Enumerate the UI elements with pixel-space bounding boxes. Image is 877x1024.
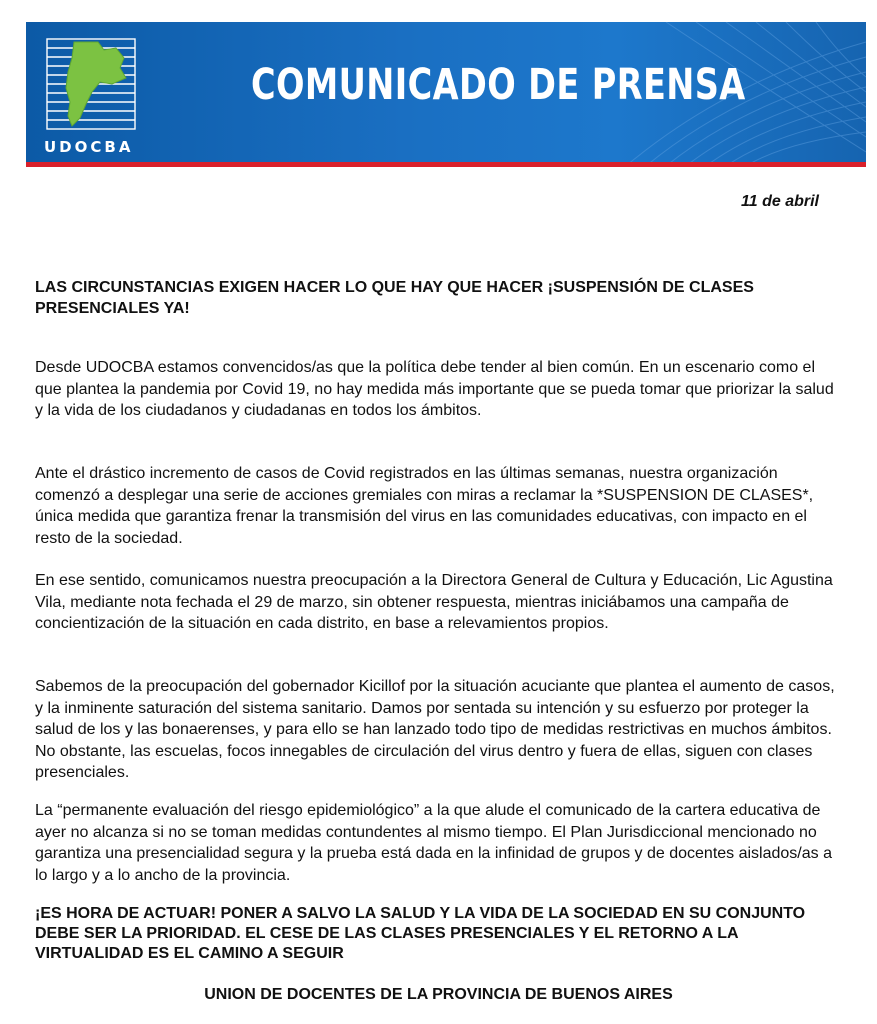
banner-title: COMUNICADO DE PRENSA [251, 60, 746, 110]
header-banner [26, 22, 866, 166]
logo-text: UDOCBA [44, 138, 134, 156]
banner-accent-line [26, 162, 866, 167]
paragraph-1: Desde UDOCBA estamos convencidos/as que la política debe tender al bien común. En un escenario como el que plantea la pandemia por Covid 19, no hay medida más importante que se pueda tomar que priorizar la salud y la vida de los ciudadanos y ciudadanas en todos los ámbitos. [35, 359, 834, 419]
paragraph-3: En ese sentido, comunicamos nuestra preocupación a la Directora General de Cultura y Educación, Lic Agustina Vila, mediante nota fechada el 29 de marzo, sin obtener respuesta, mientras iniciábamos una campaña de concientización de la situación en cada distrito, en base a relevamientos propios. [35, 572, 833, 632]
document-heading: LAS CIRCUNSTANCIAS EXIGEN HACER LO QUE HAY QUE HACER ¡SUSPENSIÓN DE CLASES PRESENCIALES YA! [35, 279, 754, 317]
paragraph-5: La “permanente evaluación del riesgo epidemiológico” a la que alude el comunicado de la cartera educativa de ayer no alcanza si no se toman medidas contundentes al mismo tiempo. El Plan Jurisdiccional mencionado no garantiza una presencialidad segura y la prueba está dada en la infinidad de grupos y de docentes aislados/as a lo largo y a lo ancho de la provincia. [35, 802, 832, 884]
signature: UNION DE DOCENTES DE LA PROVINCIA DE BUENOS AIRES [204, 986, 673, 1003]
closing-statement: ¡ES HORA DE ACTUAR! PONER A SALVO LA SALUD Y LA VIDA DE LA SOCIEDAD EN SU CONJUNTO DEBE SER LA PRIORIDAD. EL CESE DE LAS CLASES PRESENCIALES Y EL RETORNO A LA VIRTUALIDAD ES EL CAMINO A SEGUIR [35, 905, 806, 962]
document-date: 11 de abril [741, 193, 819, 210]
paragraph-2: Ante el drástico incremento de casos de Covid registrados en las últimas semanas, nuestra organización comenzó a desplegar una serie de acciones gremiales con miras a reclamar la *SUSPENSION DE CLASES*, única medida que garantiza frenar la transmisión del virus en las comunidades educativas, con impacto en el resto de la sociedad. [35, 465, 814, 547]
udocba-logo-icon [46, 38, 136, 130]
paragraph-4: Sabemos de la preocupación del gobernador Kicillof por la situación acuciante que plantea el aumento de casos, y la inminente saturación del sistema sanitario. Damos por sentada su intención y su esfuerzo por proteger la salud de los y las bonaerenses, y para ello se han lanzado todo tipo de medidas restrictivas en muchos ámbitos. No obstante, las escuelas, focos innegables de circulación del virus dentro y fuera de ellas, siguen con clases presenciales. [35, 678, 835, 781]
